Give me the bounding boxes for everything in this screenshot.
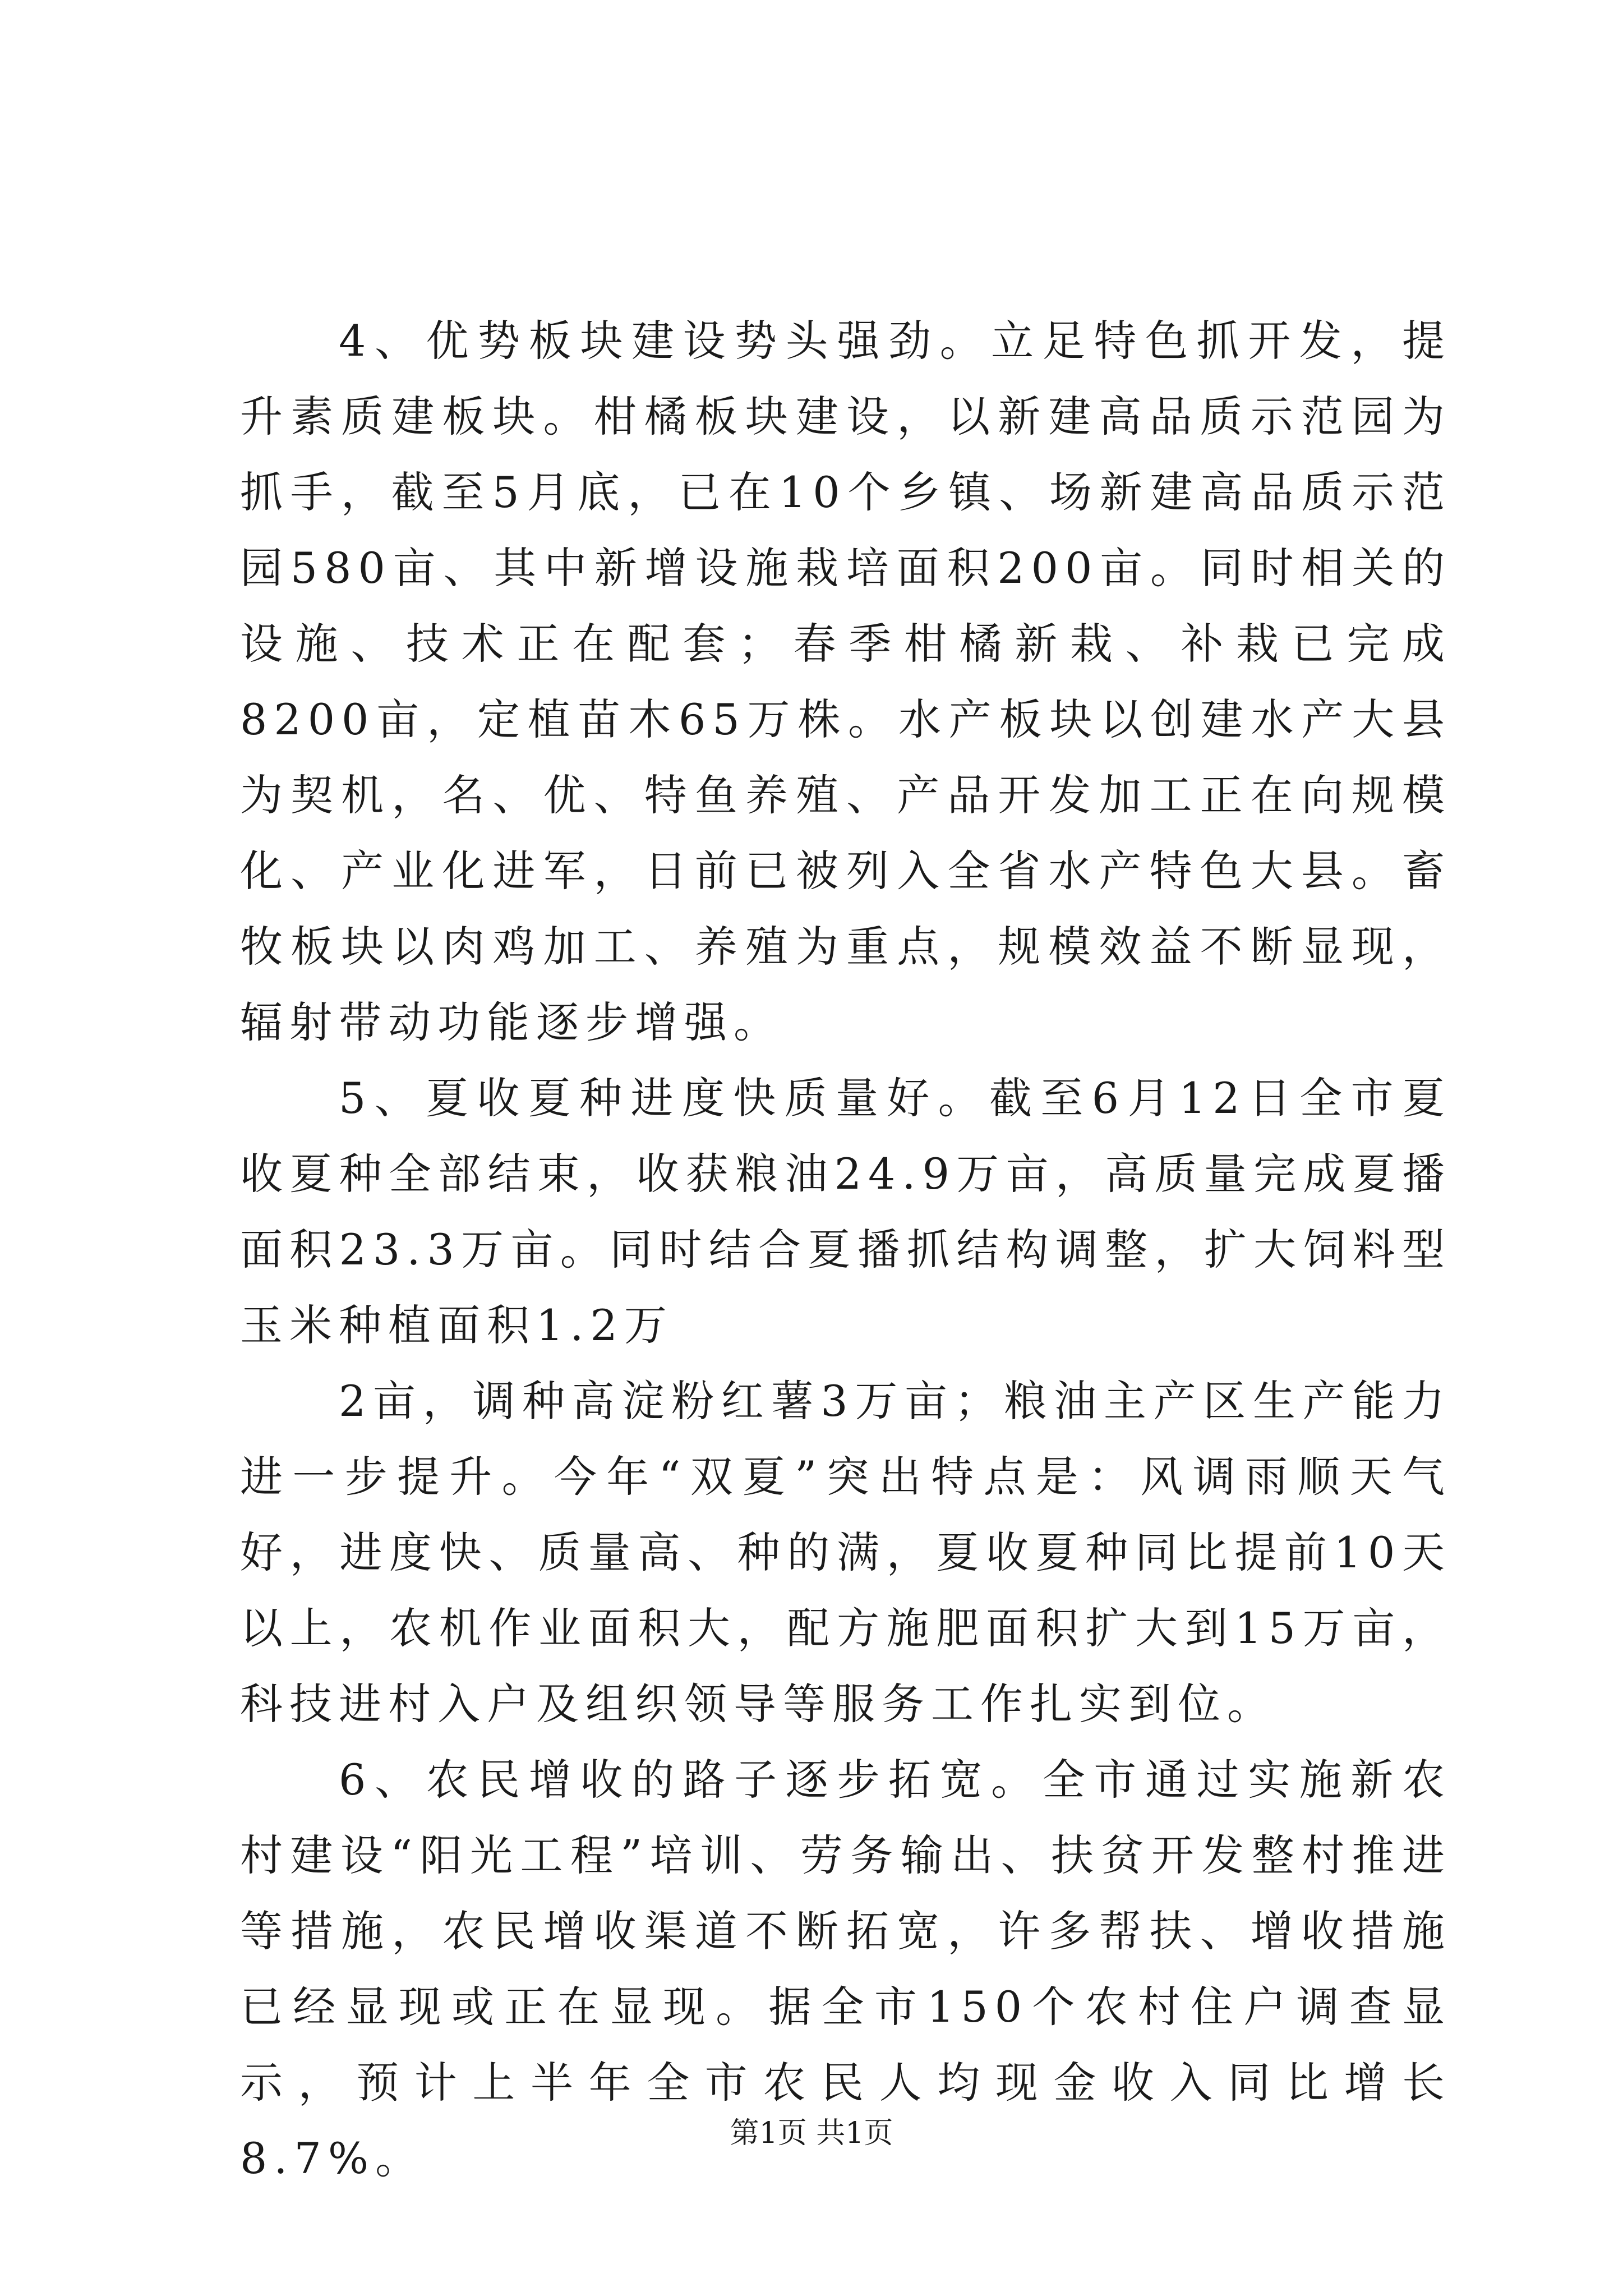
paragraph-6-farmer-income: 6、农民增收的路子逐步拓宽。全市通过实施新农村建设“阳光工程”培训、劳务输出、扶贫开发整村推进等措施，农民增收渠道不断拓宽，许多帮扶、增收措施已经显现或正在显现。据全市150个农村住户调查显示，预计上半年全市农民人均现金收入同比增长8.7%。 (240, 1755, 1451, 2183)
paragraph-5-continued: 2亩，调种高淀粉红薯3万亩；粮油主产区生产能力进一步提升。今年“双夏”突出特点是：风调雨顺天气好，进度快、质量高、种的满，夏收夏种同比提前10天以上，农机作业面积大，配方施肥面积扩大到15万亩，科技进村入户及组织领导等服务工作扎实到位。 (240, 1376, 1451, 1729)
document-body (240, 303, 1451, 2196)
page-footer: 第1页 共1页 (730, 2116, 893, 2150)
paragraph-4-advantage-sectors: 4、优势板块建设势头强劲。立足特色抓开发，提升素质建板块。柑橘板块建设，以新建高品质示范园为抓手，截至5月底，已在10个乡镇、场新建高品质示范园580亩、其中新增设施栽培面积200亩。同时相关的设施、技术正在配套；春季柑橘新栽、补栽已完成8200亩，定植苗木65万株。水产板块以创建水产大县为契机，名、优、特鱼养殖、产品开发加工正在向规模化、产业化进军，日前已被列入全省水产特色大县。畜牧板块以肉鸡加工、养殖为重点，规模效益不断显现，辐射带动功能逐步增强。 (240, 316, 1451, 1047)
paragraph-5-summer-harvest: 5、夏收夏种进度快质量好。截至6月12日全市夏收夏种全部结束，收获粮油24.9万亩，高质量完成夏播面积23.3万亩。同时结合夏播抓结构调整，扩大饲料型玉米种植面积1.2万 (240, 1073, 1451, 1350)
